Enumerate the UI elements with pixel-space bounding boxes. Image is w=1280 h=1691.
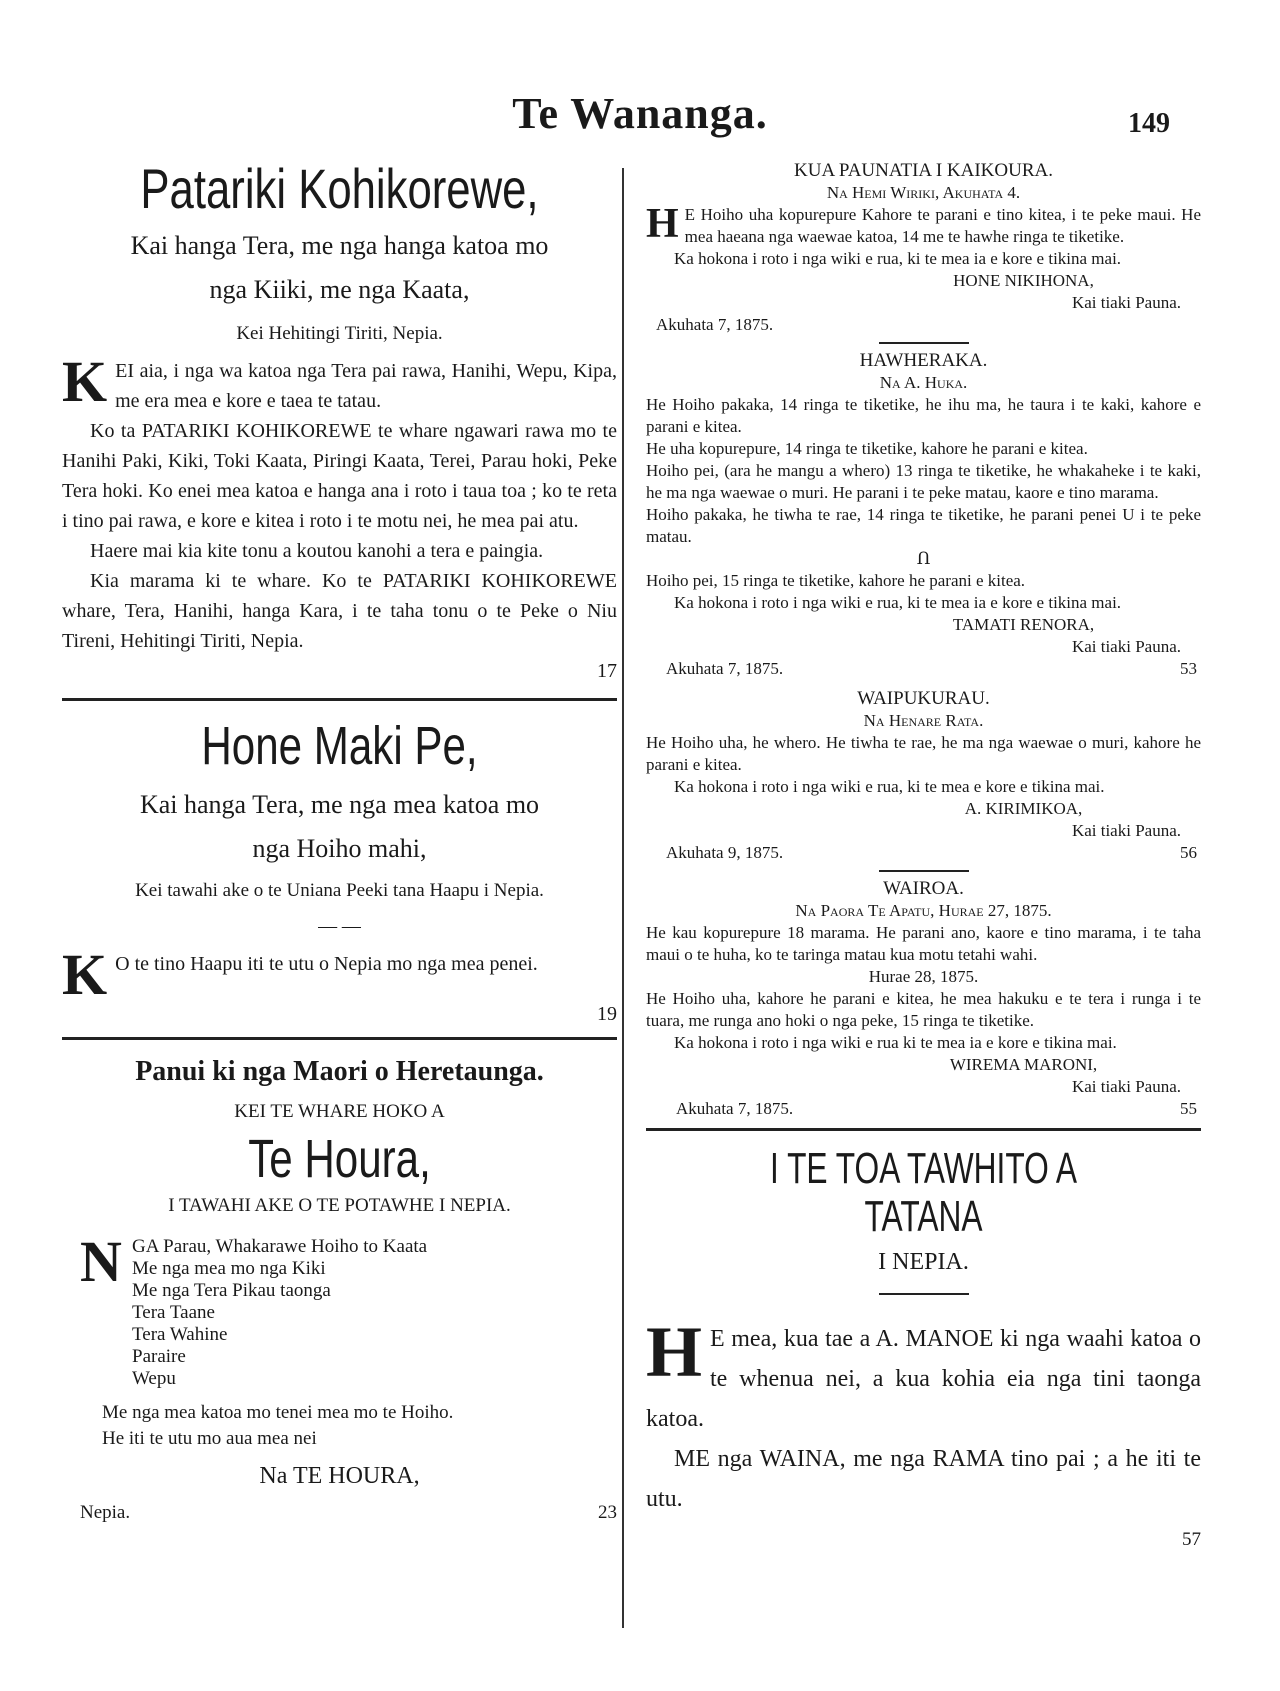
ad-subtitle-2: nga Hoiho mahi, <box>252 834 427 863</box>
notice-signature-role: Kai tiaki Pauna. <box>1071 1077 1181 1096</box>
right-column <box>646 160 1201 1551</box>
list-item: Paraire <box>132 1346 186 1367</box>
divider <box>62 698 617 701</box>
ad-line: KEI TE WHARE HOKO A <box>234 1101 445 1122</box>
notice-hawheraka <box>646 350 1201 680</box>
ad-signature: Na TE HOURA, <box>259 1463 420 1489</box>
list-item: Tera Taane <box>132 1302 215 1323</box>
ad-tatana <box>646 1145 1201 1551</box>
notice-paragraph: He Hoiho pakaka, 14 ringa te tiketike, he ihu ma, he taura i te kaki, kahore e parani e kitea. <box>646 395 1201 436</box>
notice-date: Akuhata 9, 1875. <box>666 843 784 862</box>
ad-paragraph: Haere mai kia kite tonu a koutou kanohi a tera e paingia. <box>90 540 544 562</box>
ad-number: 23 <box>598 1502 617 1523</box>
notice-title: WAIPUKURAU. <box>857 688 990 709</box>
ad-paragraph: O te tino Haapu iti te utu o Nepia mo nga mea penei. <box>115 953 538 975</box>
drop-cap: K <box>62 349 108 414</box>
notice-signature: TAMATI RENORA, <box>952 615 1095 634</box>
ad-paragraph: He iti te utu mo aua mea nei <box>102 1428 317 1449</box>
notice-paragraph: He Hoiho uha, kahore he parani e kitea, he mea hakuku e te tera i runga i te tuara, me runga ano hoki o nga peke, 15 ringa te tiketike. <box>646 989 1201 1030</box>
drop-cap: K <box>62 942 108 1007</box>
ad-address: Kei tawahi ake o te Uniana Peeki tana Haapu i Nepia. <box>135 880 544 901</box>
ad-paragraph: EI aia, i nga wa katoa nga Tera pai rawa, Hanihi, Wepu, Kipa, me era mea e kore e taea te tatau. <box>115 360 617 412</box>
notice-signature: WIREMA MARONI, <box>949 1055 1098 1074</box>
ad-number: 17 <box>597 660 617 682</box>
drop-cap: H <box>646 1312 703 1392</box>
notice-signature-role: Kai tiaki Pauna. <box>1071 821 1181 840</box>
ad-hone-maki-pe <box>62 717 617 1029</box>
list-item: Me nga Tera Pikau taonga <box>132 1280 331 1301</box>
notice-title: HAWHERAKA. <box>859 350 988 371</box>
notice-paragraph: He kau kopurepure 18 marama. He parani ano, kaore e tino marama, i te taha maui o te huha, ko te taringa matau kua motu tetahi wahi. <box>646 923 1201 964</box>
notice-kaikoura <box>646 160 1201 336</box>
notice-date: Akuhata 7, 1875. <box>656 315 774 334</box>
notice-paragraph: Hoiho pakaka, he tiwha te rae, 14 ringa te tiketike, he parani penei U i te peke matau. <box>646 505 1201 546</box>
notice-number: 55 <box>1180 1099 1197 1118</box>
list-item: Me nga mea mo nga Kiki <box>132 1258 326 1279</box>
notice-byline: Na Hemi Wiriki, Akuhata 4. <box>826 183 1021 202</box>
ad-address: Kei Hehitingi Tiriti, Nepia. <box>236 323 443 344</box>
left-column <box>62 157 617 1524</box>
notice-paragraph: He uha kopurepure, 14 ringa te tiketike, kahore he parani e kitea. <box>646 439 1088 458</box>
ad-paragraph: E mea, kua tae a A. MANOE ki nga waahi katoa o te whenua nei, a kua kohia eia nga tini taonga katoa. <box>646 1326 1201 1432</box>
short-dash: — — <box>318 916 361 937</box>
notice-date: Hurae 28, 1875. <box>868 967 979 986</box>
divider <box>879 342 969 344</box>
ad-number: 19 <box>597 1003 617 1025</box>
notice-paragraph: Ka hokona i roto i nga wiki e rua ki te mea ia e kore e tikina mai. <box>674 1033 1117 1052</box>
notice-title: KUA PAUNATIA I KAIKOURA. <box>794 160 1053 181</box>
page-number: 149 <box>1128 108 1170 139</box>
ad-subtitle-1: Kai hanga Tera, me nga mea katoa mo <box>139 790 540 819</box>
drop-cap: H <box>646 201 679 247</box>
notice-paragraph: Ka hokona i roto i nga wiki e rua, ki te mea e kore e tikina mai. <box>674 777 1105 796</box>
notice-date: Akuhata 7, 1875. <box>666 659 784 678</box>
notice-paragraph: Ka hokona i roto i nga wiki e rua, ki te mea ia e kore e tikina mai. <box>674 249 1122 268</box>
notice-paragraph: He Hoiho uha, he whero. He tiwha te rae, he ma nga waewae o muri, kahore he parani e kitea. <box>646 733 1201 774</box>
list-item: GA Parau, Whakarawe Hoiho to Kaata <box>132 1236 428 1257</box>
notice-paragraph: Hoiho pei, (ara he mangu a whero) 13 ringa te tiketike, he whakaheke i te kaki, he ma nga waewae o muri. He parani i te peke matau, kaore e tino marama. <box>646 461 1201 502</box>
ad-subtitle-1: Kai hanga Tera, me nga hanga katoa mo <box>130 231 549 260</box>
ad-subtitle: I NEPIA. <box>878 1249 969 1275</box>
notice-paragraph: Ka hokona i roto i nga wiki e rua, ki te mea ia e kore e tikina mai. <box>674 593 1122 612</box>
brand-mark: Ո <box>916 549 931 568</box>
list-item: Tera Wahine <box>132 1324 228 1345</box>
notice-signature: A. KIRIMIKOA, <box>964 799 1083 818</box>
ad-name: Patariki Kohikorewe, <box>140 157 539 220</box>
ad-paragraph: Kia marama ki te whare. Ko te PATARIKI KOHIKOREWE whare, Tera, Hanihi, hanga Kara, i te taha tonu o te Peke o Niu Tireni, Hehitingi Tiriti, Nepia. <box>62 570 617 652</box>
ad-title: Panui ki nga Maori o Heretaunga. <box>135 1056 544 1087</box>
ad-patariki <box>62 157 617 686</box>
notice-paragraph: Hoiho pei, 15 ringa te tiketike, kahore he parani e kitea. <box>646 571 1026 590</box>
notice-signature-role: Kai tiaki Pauna. <box>1071 293 1181 312</box>
notice-paragraph: E Hoiho uha kopurepure Kahore te parani e tino kitea, i te peke maui. He mea haeana nga waewae katoa, 14 me te hawhe ringa te tiketike. <box>684 205 1201 246</box>
notice-byline: Na A. Huka. <box>879 373 968 392</box>
ad-title: I TE TOA TAWHITO A TATANA <box>770 1144 1077 1241</box>
ad-place: Nepia. <box>80 1502 131 1523</box>
notice-signature-role: Kai tiaki Pauna. <box>1071 637 1181 656</box>
ad-paragraph: Ko ta PATARIKI KOHIKOREWE te whare ngawari rawa mo te Hanihi Paki, Kiki, Toki Kaata, Piringi Kaata, Terei, Parau hoki, Peke Tera hoki. Ko enei mea katoa e hanga ana i roto i taua toa ; ko te reta i tino pai rawa, e kore e kitea i roto i te motu nei, he mea pai atu. <box>62 420 617 532</box>
ad-number: 57 <box>1182 1529 1201 1550</box>
ad-name: Hone Maki Pe, <box>201 716 478 776</box>
notice-wairoa <box>646 878 1201 1120</box>
divider <box>62 1037 617 1040</box>
ad-subtitle-2: nga Kiiki, me nga Kaata, <box>209 275 470 304</box>
notice-title: WAIROA. <box>883 878 964 899</box>
column-divider <box>622 168 624 1628</box>
ad-line: I TAWAHI AKE O TE POTAWHE I NEPIA. <box>168 1195 511 1216</box>
notice-byline: Na Henare Rata. <box>863 711 984 730</box>
divider <box>879 870 969 872</box>
notice-byline: Na Paora Te Apatu, Hurae 27, 1875. <box>795 901 1052 920</box>
drop-cap: N <box>80 1229 122 1294</box>
notice-signature: HONE NIKIHONA, <box>953 271 1094 290</box>
divider <box>879 1293 969 1295</box>
list-item: Wepu <box>132 1368 176 1389</box>
notice-number: 56 <box>1180 843 1197 862</box>
divider <box>646 1128 1201 1131</box>
notice-date: Akuhata 7, 1875. <box>676 1099 794 1118</box>
masthead-title: Te Wananga. <box>512 89 768 138</box>
ad-name: Te Houra, <box>248 1129 431 1189</box>
notice-waipukurau <box>646 688 1201 864</box>
notice-number: 53 <box>1180 659 1197 678</box>
ad-te-houra <box>62 1054 617 1524</box>
ad-paragraph: ME nga WAINA, me nga RAMA tino pai ; a he iti te utu. <box>646 1446 1201 1512</box>
ad-paragraph: Me nga mea katoa mo tenei mea mo te Hoiho. <box>102 1402 454 1423</box>
